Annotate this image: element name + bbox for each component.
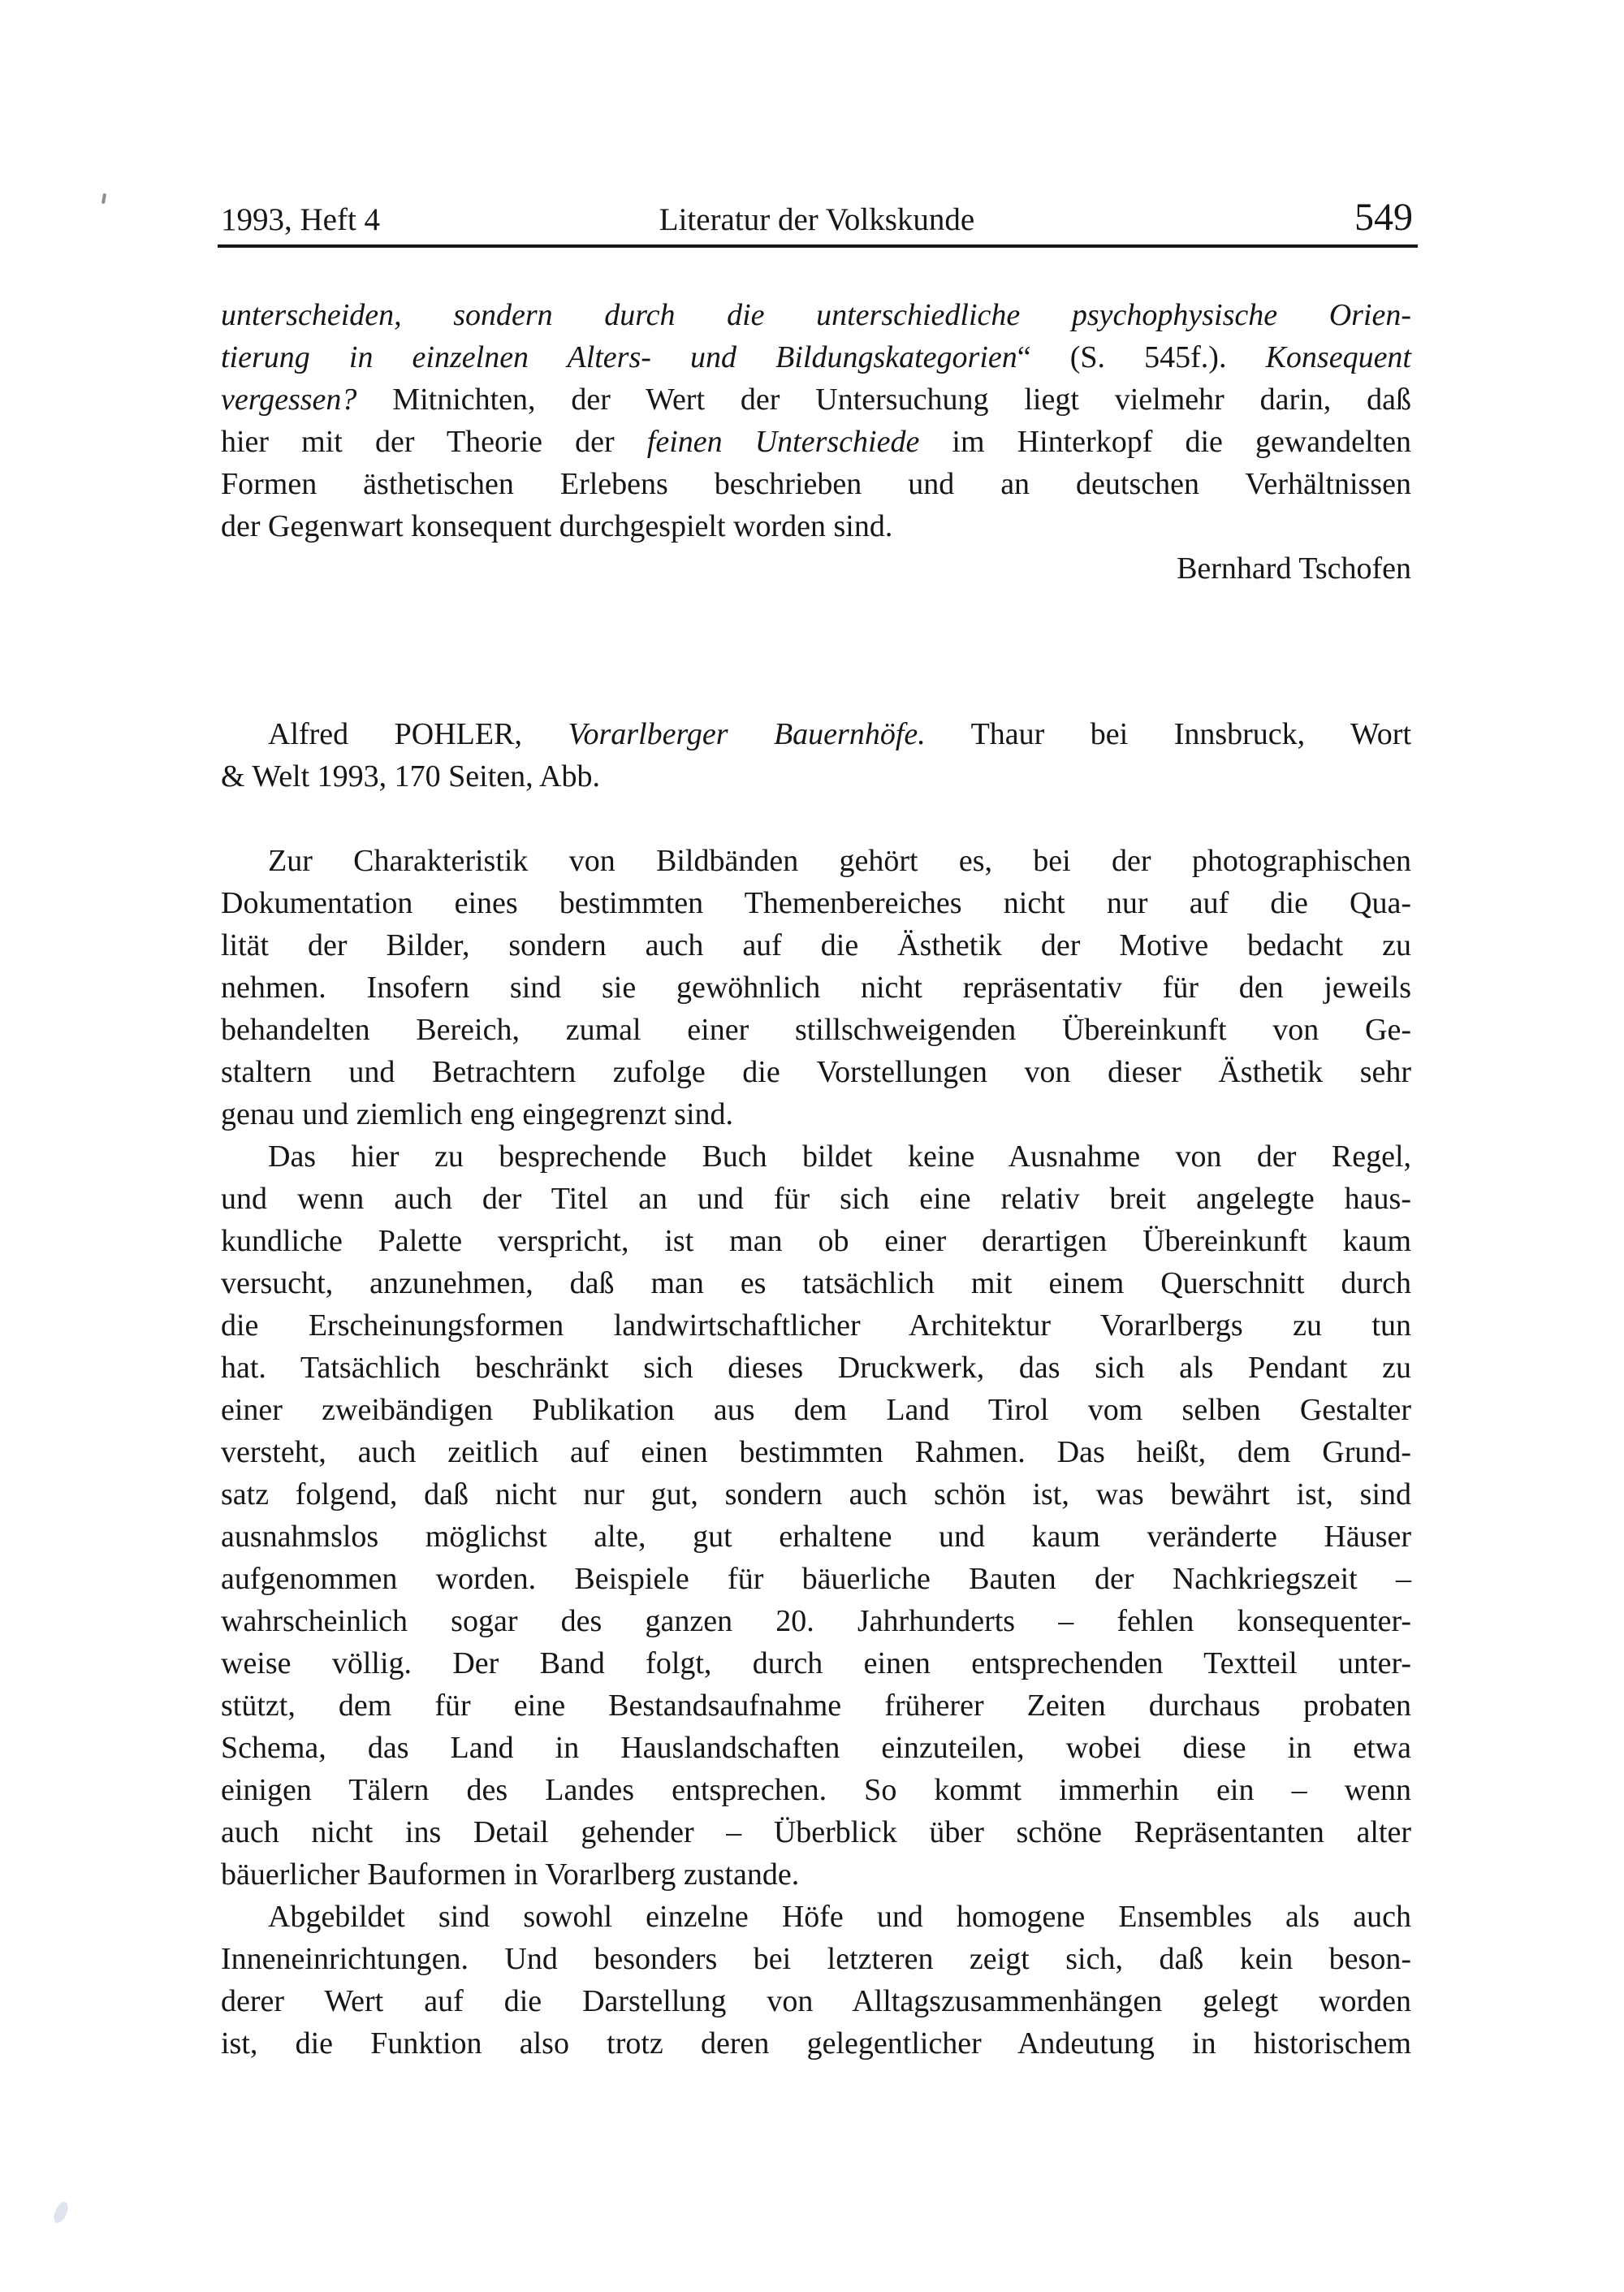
page-number: 549 — [1354, 196, 1414, 239]
reviewer-signature — [221, 547, 1411, 590]
roman-text: Formen ästhetischen Erlebens beschrieben und an deutschen Verhältnissen — [221, 467, 1411, 501]
roman-text: Thaur bei Innsbruck, Wort — [925, 717, 1412, 751]
roman-text: Mitnichten, der Wert der Untersuchung liegt vielmehr darin, daß — [356, 383, 1411, 417]
text-line — [221, 1558, 1411, 1600]
roman-text: und wenn auch der Titel an und für sich eine relativ breit angelegte haus- — [221, 1182, 1411, 1216]
roman-text: Bernhard Tschofen — [1177, 551, 1411, 586]
roman-text: bäuerlicher Bauformen in Vorarlberg zustande. — [221, 1857, 800, 1892]
roman-text: einigen Tälern des Landes entsprechen. So kommt immerhin ein – wenn — [221, 1773, 1411, 1807]
roman-text: “ (S. 545f.). — [1017, 340, 1266, 374]
roman-text: einer zweibändigen Publikation aus dem Land Tirol vom selben Gestalter — [221, 1393, 1411, 1427]
text-line — [221, 547, 1411, 590]
roman-text: Dokumentation eines bestimmten Themenbereiches nicht nur auf die Qua- — [221, 886, 1411, 920]
text-line — [221, 1600, 1411, 1642]
roman-text: Schema, das Land in Hauslandschaften einzuteilen, wobei diese in etwa — [221, 1731, 1411, 1765]
text-line — [221, 1262, 1411, 1304]
roman-text: versteht, auch zeitlich auf einen bestimmten Rahmen. Das heißt, dem Grund- — [221, 1435, 1411, 1469]
text-line — [221, 1684, 1411, 1727]
text-line — [221, 1769, 1411, 1811]
text-line — [221, 1304, 1411, 1347]
text-line — [221, 1473, 1411, 1516]
roman-text: die Erscheinungsformen landwirtschaftlicher Architektur Vorarlbergs zu tun — [221, 1308, 1411, 1343]
roman-text: Zur Charakteristik von Bildbänden gehört es, bei der photographischen — [268, 844, 1411, 878]
text-line — [221, 713, 1411, 755]
text-line — [221, 421, 1411, 463]
text-line — [221, 1009, 1411, 1051]
text-line — [221, 1347, 1411, 1389]
text-line — [221, 1516, 1411, 1558]
text-column — [221, 294, 1411, 2065]
text-line — [221, 1389, 1411, 1431]
text-line — [221, 2022, 1411, 2065]
roman-text: derer Wert auf die Darstellung von Alltagszusammenhängen gelegt worden — [221, 1984, 1411, 2018]
paragraph-abgebildet — [221, 1896, 1411, 2065]
text-line — [221, 1896, 1411, 1938]
roman-text: aufgenommen worden. Beispiele für bäuerliche Bauten der Nachkriegszeit – — [221, 1562, 1411, 1596]
roman-text: versucht, anzunehmen, daß man es tatsächlich mit einem Querschnitt durch — [221, 1266, 1411, 1300]
roman-text: behandelten Bereich, zumal einer stillschweigenden Übereinkunft von Ge- — [221, 1013, 1411, 1047]
roman-text: im Hinterkopf die gewandelten — [919, 425, 1412, 459]
journal-issue-label: 1993, Heft 4 — [221, 202, 381, 237]
text-line — [221, 1938, 1411, 1980]
text-line — [221, 1727, 1411, 1769]
text-line — [221, 967, 1411, 1009]
roman-text: genau und ziemlich eng eingegrenzt sind. — [221, 1097, 734, 1131]
italic-text: feinen Unterschiede — [646, 425, 920, 459]
text-line — [221, 840, 1411, 882]
text-line — [221, 1178, 1411, 1220]
roman-text: hier mit der Theorie der — [221, 425, 647, 459]
book-reference — [221, 713, 1411, 798]
text-line — [221, 1093, 1411, 1135]
italic-text: Vorarlberger Bauernhöfe. — [568, 717, 926, 751]
text-line — [221, 1853, 1411, 1896]
italic-text: vergessen? — [221, 383, 357, 417]
italic-text: Konsequent — [1265, 340, 1411, 374]
running-title: Literatur der Volkskunde — [659, 202, 975, 237]
roman-text: Inneneinrichtungen. Und besonders bei letzteren zeigt sich, daß kein beson- — [221, 1942, 1411, 1976]
paragraph-buchbesprechung — [221, 1135, 1411, 1896]
roman-text: lität der Bilder, sondern auch auf die Ästhetik der Motive bedacht zu — [221, 928, 1411, 962]
roman-text: staltern und Betrachtern zufolge die Vorstellungen von dieser Ästhetik sehr — [221, 1055, 1411, 1089]
text-line — [221, 463, 1411, 505]
roman-text: Das hier zu besprechende Buch bildet keine Ausnahme von der Regel, — [268, 1140, 1411, 1174]
roman-text: ausnahmslos möglichst alte, gut erhaltene und kaum veränderte Häuser — [221, 1520, 1411, 1554]
roman-text: weise völlig. Der Band folgt, durch einen entsprechenden Textteil unter- — [221, 1646, 1411, 1680]
roman-text: stützt, dem für eine Bestandsaufnahme früherer Zeiten durchaus probaten — [221, 1689, 1411, 1723]
review-continuation-paragraph — [221, 294, 1411, 547]
text-line — [221, 378, 1411, 421]
text-line — [221, 1135, 1411, 1178]
text-line — [221, 294, 1411, 336]
text-line — [221, 1220, 1411, 1262]
text-line — [221, 505, 1411, 547]
scan-speck — [102, 193, 106, 204]
roman-text: satz folgend, daß nicht nur gut, sondern auch schön ist, was bewährt ist, sind — [221, 1477, 1411, 1511]
roman-text: hat. Tatsächlich beschränkt sich dieses Druckwerk, das sich als Pendant zu — [221, 1351, 1411, 1385]
roman-text: wahrscheinlich sogar des ganzen 20. Jahrhunderts – fehlen konsequenter- — [221, 1604, 1411, 1638]
text-line — [221, 924, 1411, 967]
text-line — [221, 1431, 1411, 1473]
roman-text: Abgebildet sind sowohl einzelne Höfe und homogene Ensembles als auch — [268, 1900, 1411, 1934]
roman-text: Alfred POHLER, — [268, 717, 568, 751]
roman-text: & Welt 1993, 170 Seiten, Abb. — [221, 759, 601, 794]
text-line — [221, 1811, 1411, 1853]
header-rule — [218, 244, 1418, 248]
text-line — [221, 1051, 1411, 1093]
text-line — [221, 1642, 1411, 1684]
italic-text: unterscheiden, sondern durch die unterschiedliche psychophysische Orien- — [221, 298, 1411, 332]
roman-text: der Gegenwart konsequent durchgespielt worden sind. — [221, 509, 893, 543]
roman-text: kundliche Palette verspricht, ist man ob einer derartigen Übereinkunft kaum — [221, 1224, 1411, 1258]
running-head — [221, 195, 1413, 240]
scan-smudge — [51, 2199, 71, 2225]
text-line — [221, 336, 1411, 378]
roman-text: nehmen. Insofern sind sie gewöhnlich nicht repräsentativ für den jeweils — [221, 971, 1411, 1005]
roman-text: auch nicht ins Detail gehender – Überblick über schöne Repräsentanten alter — [221, 1815, 1411, 1849]
paragraph-bildbaende — [221, 840, 1411, 1135]
text-line — [221, 755, 1411, 798]
roman-text: ist, die Funktion also trotz deren gelegentlicher Andeutung in historischem — [221, 2026, 1411, 2061]
text-line — [221, 1980, 1411, 2022]
italic-text: tierung in einzelnen Alters- und Bildungskategorien — [221, 340, 1017, 374]
text-line — [221, 882, 1411, 924]
